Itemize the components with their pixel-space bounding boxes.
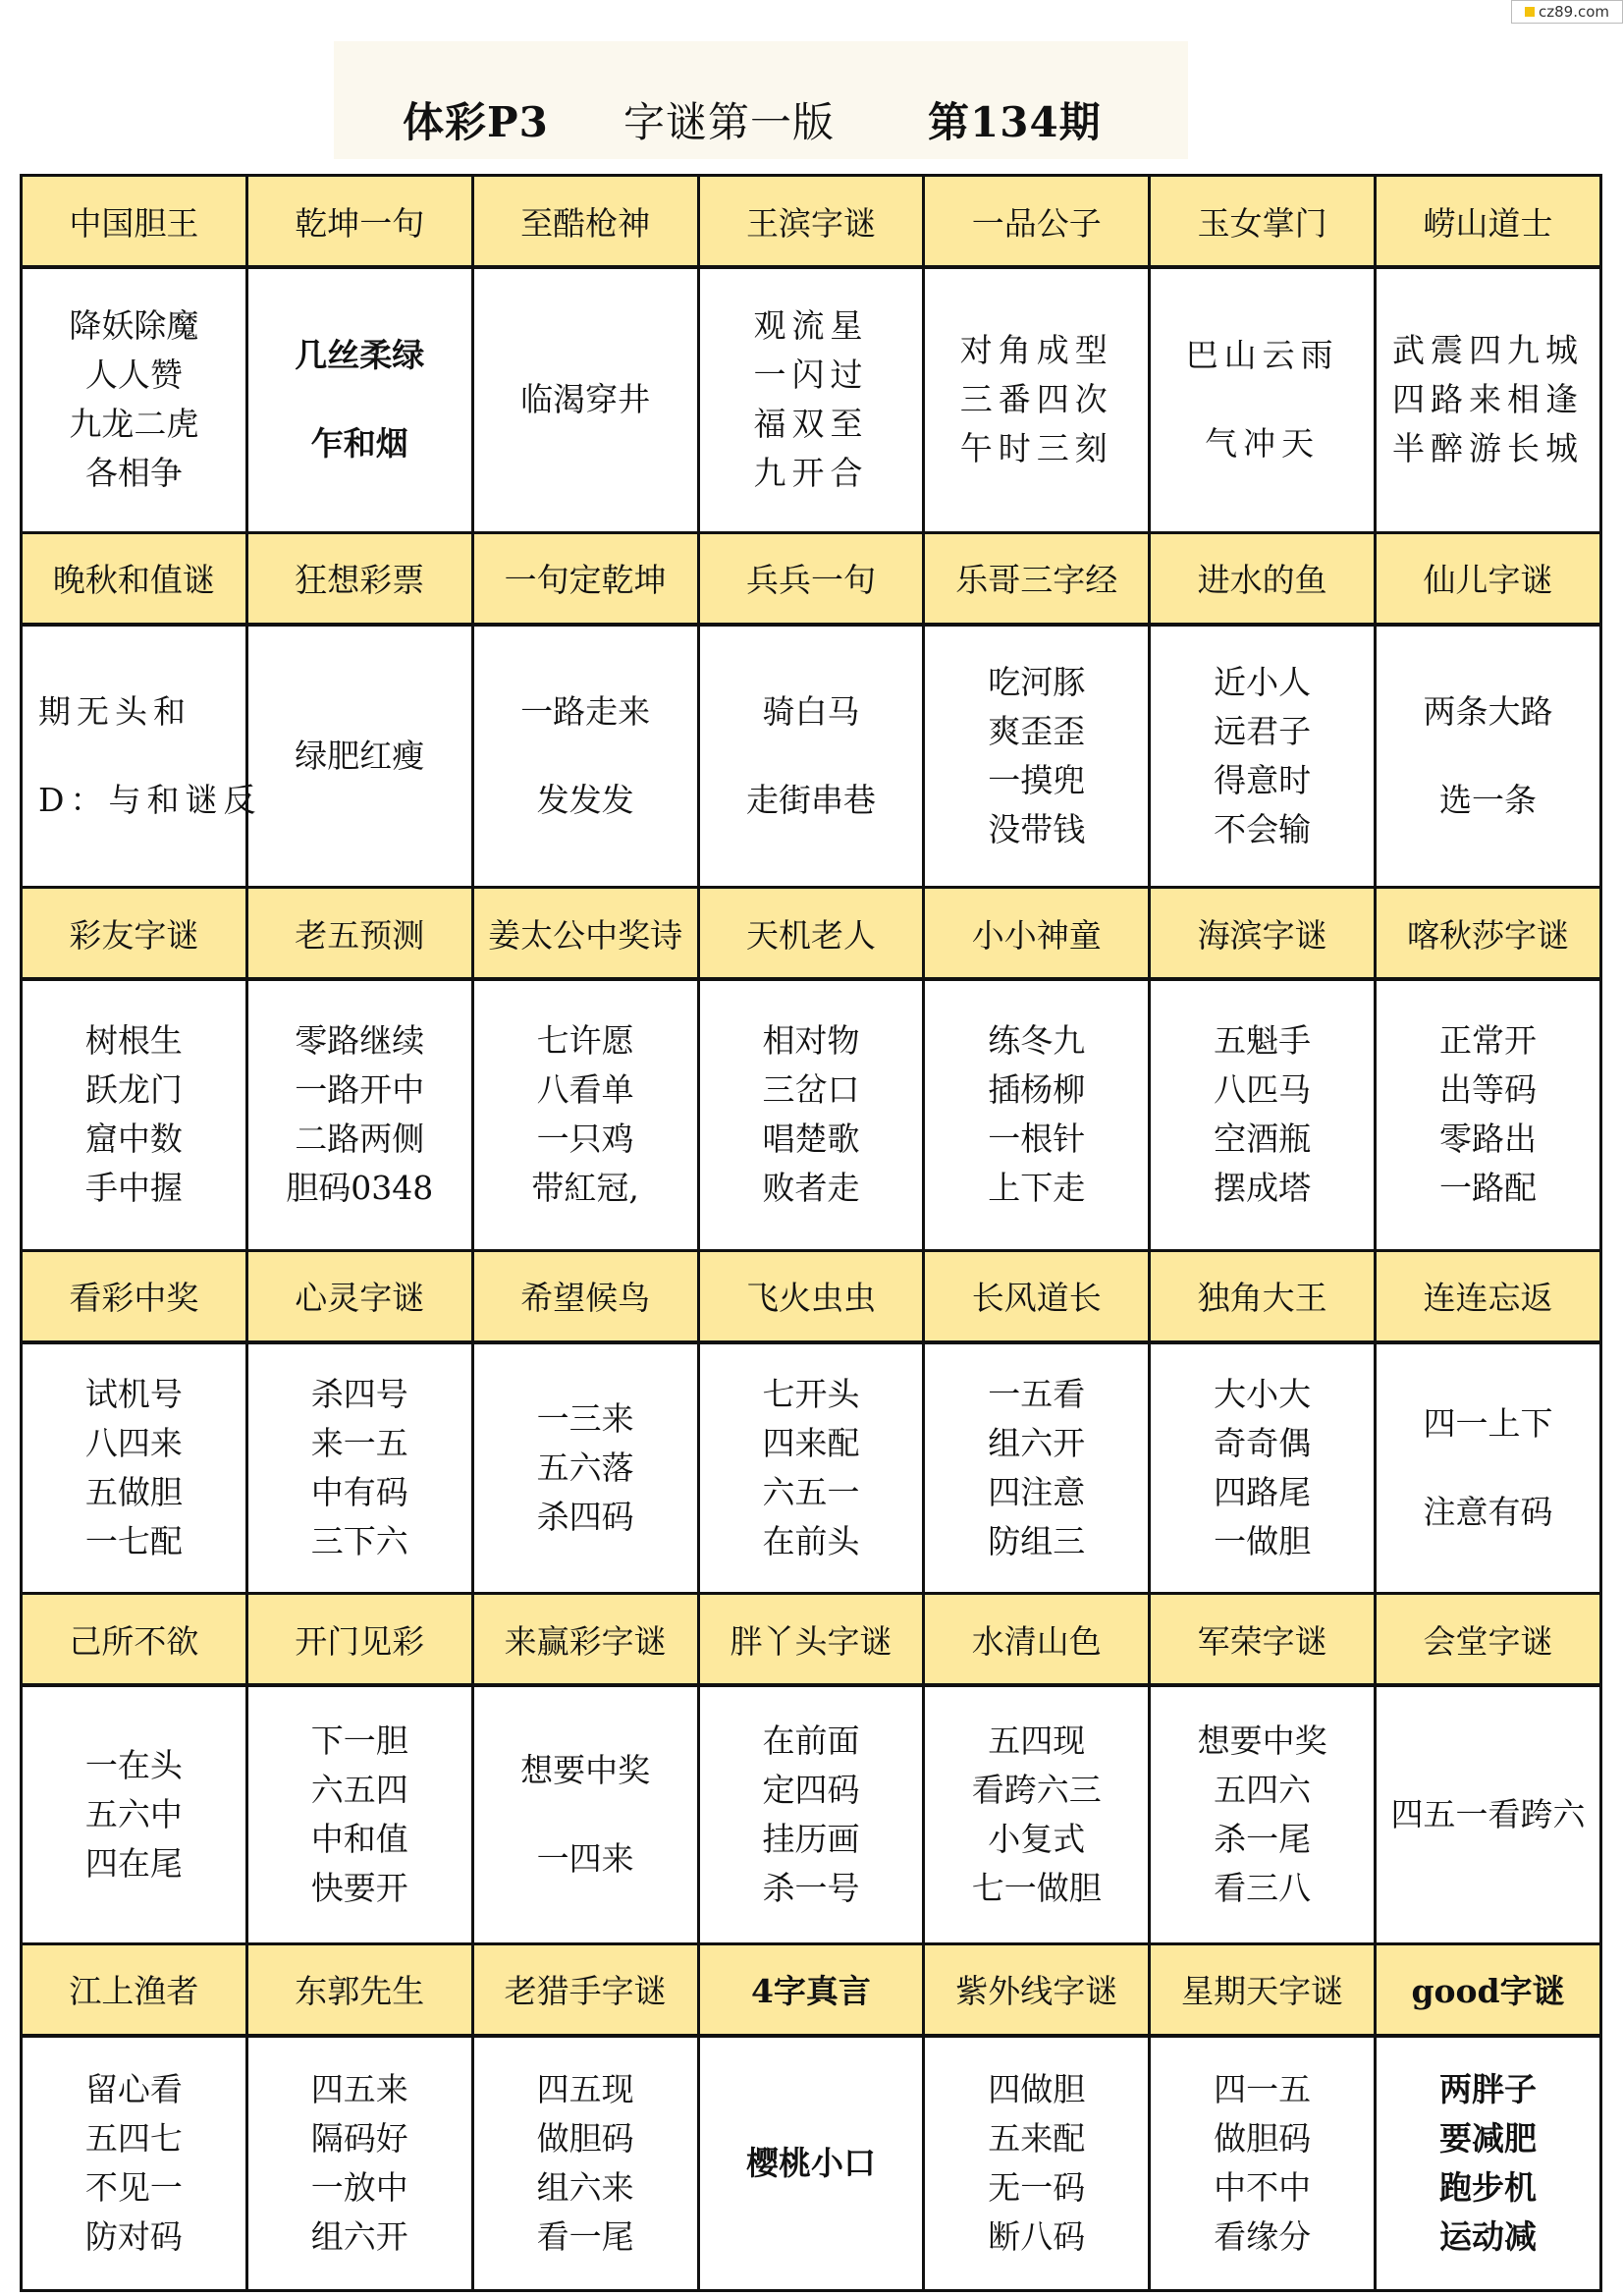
column-header-cell: 紫外线字谜 xyxy=(924,1943,1150,2036)
riddle-line: 观流星 xyxy=(753,306,869,346)
riddle-cell xyxy=(924,267,1150,532)
riddle-line: 相对物 xyxy=(762,1021,860,1061)
riddle-line: 七许愿 xyxy=(536,1021,634,1061)
riddle-line: 五四六 xyxy=(1214,1770,1312,1809)
column-header-cell: 心灵字谜 xyxy=(246,1250,472,1342)
riddle-cell xyxy=(22,625,262,888)
riddle-line: 四五一看跨六 xyxy=(1390,1794,1586,1833)
riddle-cell xyxy=(1376,625,1601,888)
column-header-cell: 仙儿字谜 xyxy=(1376,532,1601,625)
riddle-line: 九开合 xyxy=(753,454,869,493)
issue-title: 第134期 xyxy=(928,98,1102,146)
riddle-line: 临渴穿井 xyxy=(520,380,651,419)
riddle-cell xyxy=(1376,267,1601,532)
riddle-line: 防组三 xyxy=(988,1521,1086,1560)
column-header-cell: 军荣字谜 xyxy=(1150,1594,1376,1686)
riddle-cell xyxy=(1376,979,1601,1250)
riddle-line: 树根生 xyxy=(84,1021,183,1061)
riddle-line: 发发发 xyxy=(536,780,634,819)
riddle-cell xyxy=(472,2036,698,2291)
riddle-line: 五来配 xyxy=(988,2118,1086,2158)
riddle-row xyxy=(22,625,1601,888)
riddle-line: 两胖子 xyxy=(1439,2069,1538,2108)
riddle-line: 选一条 xyxy=(1439,780,1538,819)
column-header-cell: 晚秋和值谜 xyxy=(22,532,247,625)
riddle-line: 中和值 xyxy=(310,1819,408,1858)
riddle-line: 三番四次 xyxy=(959,380,1113,419)
riddle-line: 一路配 xyxy=(1439,1169,1538,1208)
riddle-line: 来一五 xyxy=(310,1423,408,1462)
riddle-cell xyxy=(924,1685,1150,1943)
riddle-cell xyxy=(698,625,924,888)
riddle-line: 人人赞 xyxy=(84,355,183,395)
riddle-line: 一七配 xyxy=(84,1521,183,1560)
riddle-line: 巴山云雨 xyxy=(1185,336,1339,375)
riddle-line: 吃河豚 xyxy=(988,662,1086,701)
column-header-cell: 中国胆王 xyxy=(22,176,247,268)
riddle-line: 零路出 xyxy=(1439,1120,1538,1159)
column-header-cell: 狂想彩票 xyxy=(246,532,472,625)
riddle-line: 在前面 xyxy=(762,1721,860,1760)
riddle-line: 看一尾 xyxy=(536,2216,634,2256)
riddle-cell xyxy=(698,979,924,1250)
riddle-line: 组六开 xyxy=(988,1423,1086,1462)
riddle-cell xyxy=(698,2036,924,2291)
column-header-cell: 小小神童 xyxy=(924,888,1150,980)
riddle-cell xyxy=(246,625,472,888)
riddle-line: 一五看 xyxy=(988,1374,1086,1413)
riddle-line: 带紅冠, xyxy=(531,1169,639,1208)
column-header-cell: 兵兵一句 xyxy=(698,532,924,625)
riddle-line: 九龙二虎 xyxy=(69,405,199,444)
riddle-line: 四来配 xyxy=(762,1423,860,1462)
riddle-line: 摆成塔 xyxy=(1214,1169,1312,1208)
riddle-line: 跑步机 xyxy=(1439,2167,1538,2207)
riddle-line: 杀一尾 xyxy=(1214,1819,1312,1858)
column-header-cell: 星期天字谜 xyxy=(1150,1943,1376,2036)
riddle-row xyxy=(22,2036,1601,2291)
column-header-cell: 希望候鸟 xyxy=(472,1250,698,1342)
riddle-cell xyxy=(22,979,247,1250)
riddle-line: 四路来相逢 xyxy=(1392,380,1585,419)
riddle-cell xyxy=(246,267,472,532)
riddle-line: 四一上下 xyxy=(1423,1403,1553,1443)
column-header-cell: 开门见彩 xyxy=(246,1594,472,1686)
riddle-line: 八四来 xyxy=(84,1423,183,1462)
riddle-line: 一在头 xyxy=(84,1745,183,1784)
column-header-cell: 来赢彩字谜 xyxy=(472,1594,698,1686)
riddle-cell xyxy=(22,2036,247,2291)
riddle-cell xyxy=(246,1342,472,1594)
riddle-line: 六五四 xyxy=(310,1770,408,1809)
riddle-line: 做胆码 xyxy=(1214,2118,1312,2158)
riddle-line: 一只鸡 xyxy=(536,1120,634,1159)
page-header xyxy=(39,41,1168,159)
riddle-cell xyxy=(1150,267,1376,532)
riddle-cell xyxy=(246,2036,472,2291)
column-header-cell: 连连忘返 xyxy=(1376,1250,1601,1342)
riddle-line: 四五现 xyxy=(536,2069,634,2108)
riddle-line: 五六中 xyxy=(84,1794,183,1833)
column-header-cell: 天机老人 xyxy=(698,888,924,980)
riddle-line: 跃龙门 xyxy=(84,1070,183,1110)
column-header-cell: 老五预测 xyxy=(246,888,472,980)
riddle-line: 无一码 xyxy=(988,2167,1086,2207)
riddle-line: 近小人 xyxy=(1214,662,1312,701)
riddle-line: 定四码 xyxy=(762,1770,860,1809)
site-watermark xyxy=(1511,0,1623,24)
column-header-cell: 王滨字谜 xyxy=(698,176,924,268)
riddle-cell xyxy=(924,1342,1150,1594)
riddle-line: 一三来 xyxy=(536,1398,634,1438)
column-header-cell: 老猎手字谜 xyxy=(472,1943,698,2036)
riddle-cell xyxy=(472,979,698,1250)
riddle-line: 两条大路 xyxy=(1423,691,1553,731)
riddle-line: 四路尾 xyxy=(1214,1472,1312,1511)
riddle-line: 注意有码 xyxy=(1423,1492,1553,1531)
riddle-line: 各相争 xyxy=(84,454,183,493)
column-header-cell: 长风道长 xyxy=(924,1250,1150,1342)
column-header-cell: 看彩中奖 xyxy=(22,1250,247,1342)
riddle-line: 爽歪歪 xyxy=(988,711,1086,750)
header-row xyxy=(22,1594,1601,1686)
riddle-cell xyxy=(1376,1342,1601,1594)
riddle-table xyxy=(20,174,1602,2292)
riddle-line: 骑白马 xyxy=(762,691,860,731)
riddle-line: 大小大 xyxy=(1214,1374,1312,1413)
riddle-cell xyxy=(924,2036,1150,2291)
riddle-line: 在前头 xyxy=(762,1521,860,1560)
riddle-line: 看缘分 xyxy=(1214,2216,1312,2256)
riddle-cell xyxy=(1376,2036,1601,2291)
riddle-line: 四五来 xyxy=(310,2069,408,2108)
riddle-line: 胆码0348 xyxy=(286,1169,434,1208)
riddle-line: 得意时 xyxy=(1214,760,1312,799)
riddle-line: 断八码 xyxy=(988,2216,1086,2256)
riddle-line: 看跨六三 xyxy=(971,1770,1102,1809)
riddle-line: 不见一 xyxy=(84,2167,183,2207)
riddle-line: 一做胆 xyxy=(1214,1521,1312,1560)
riddle-line: 快要开 xyxy=(310,1868,408,1907)
riddle-line: 杀四码 xyxy=(536,1497,634,1536)
riddle-cell xyxy=(22,1685,247,1943)
riddle-line: 练冬九 xyxy=(988,1021,1086,1061)
riddle-line: 防对码 xyxy=(84,2216,183,2256)
riddle-cell xyxy=(472,1342,698,1594)
riddle-line: 福双至 xyxy=(753,405,869,444)
riddle-cell xyxy=(1150,2036,1376,2291)
riddle-cell xyxy=(246,1685,472,1943)
riddle-line: 隔码好 xyxy=(310,2118,408,2158)
riddle-cell xyxy=(472,625,698,888)
riddle-line: 零路继续 xyxy=(295,1021,425,1061)
riddle-cell xyxy=(472,1685,698,1943)
column-header-cell: 至酷枪神 xyxy=(472,176,698,268)
column-header-cell: 一品公子 xyxy=(924,176,1150,268)
riddle-line: 奇奇偶 xyxy=(1214,1423,1312,1462)
riddle-line: 败者走 xyxy=(762,1169,860,1208)
riddle-line: 空酒瓶 xyxy=(1214,1120,1312,1159)
riddle-line: 要减肥 xyxy=(1439,2118,1538,2158)
header-blank-area xyxy=(39,41,334,159)
edition-title: 字谜第一版 xyxy=(623,98,836,146)
riddle-line: 杀一号 xyxy=(762,1868,860,1907)
riddle-line: 不会输 xyxy=(1214,809,1312,848)
riddle-cell xyxy=(22,1342,247,1594)
riddle-line: 一放中 xyxy=(310,2167,408,2207)
column-header-cell: 独角大王 xyxy=(1150,1250,1376,1342)
logo-square-icon xyxy=(1525,7,1535,17)
riddle-cell xyxy=(698,1685,924,1943)
riddle-cell xyxy=(246,979,472,1250)
riddle-line: 五魁手 xyxy=(1214,1021,1312,1061)
riddle-line: 三岔口 xyxy=(762,1070,860,1110)
column-header-cell: 己所不欲 xyxy=(22,1594,247,1686)
column-header-cell: 乐哥三字经 xyxy=(924,532,1150,625)
riddle-line: 做胆码 xyxy=(536,2118,634,2158)
riddle-line: 七一做胆 xyxy=(971,1868,1102,1907)
column-header-cell: 海滨字谜 xyxy=(1150,888,1376,980)
header-row xyxy=(22,1250,1601,1342)
riddle-cell xyxy=(698,267,924,532)
column-header-cell: 东郭先生 xyxy=(246,1943,472,2036)
column-header-cell: 胖丫头字谜 xyxy=(698,1594,924,1686)
column-header-cell: 会堂字谜 xyxy=(1376,1594,1601,1686)
riddle-line: 七开头 xyxy=(762,1374,860,1413)
riddle-row xyxy=(22,1685,1601,1943)
riddle-cell xyxy=(22,267,247,532)
column-header-cell: 水清山色 xyxy=(924,1594,1150,1686)
riddle-line: 看三八 xyxy=(1214,1868,1312,1907)
riddle-cell xyxy=(472,267,698,532)
header-row xyxy=(22,532,1601,625)
riddle-line: 运动减 xyxy=(1439,2216,1538,2256)
riddle-line: D：与和谜反 xyxy=(38,780,262,819)
riddle-line: 四做胆 xyxy=(988,2069,1086,2108)
riddle-line: 中有码 xyxy=(310,1472,408,1511)
riddle-line: 小复式 xyxy=(988,1819,1086,1858)
riddle-line: 气冲天 xyxy=(1205,424,1321,464)
riddle-line: 八匹马 xyxy=(1214,1070,1312,1110)
column-header-cell: 彩友字谜 xyxy=(22,888,247,980)
riddle-line: 手中握 xyxy=(84,1169,183,1208)
riddle-line: 杀四号 xyxy=(310,1374,408,1413)
riddle-line: 午时三刻 xyxy=(959,429,1113,468)
riddle-line: 降妖除魔 xyxy=(69,306,199,346)
riddle-cell xyxy=(698,1342,924,1594)
riddle-line: 唱楚歌 xyxy=(762,1120,860,1159)
riddle-line: 二路两侧 xyxy=(295,1120,425,1159)
column-header-cell: good字谜 xyxy=(1376,1943,1601,2036)
riddle-line: 组六来 xyxy=(536,2167,634,2207)
riddle-line: 一摸兜 xyxy=(988,760,1086,799)
riddle-line: 没带钱 xyxy=(988,809,1086,848)
column-header-cell: 玉女掌门 xyxy=(1150,176,1376,268)
riddle-line: 六五一 xyxy=(762,1472,860,1511)
riddle-line: 四在尾 xyxy=(84,1843,183,1883)
riddle-line: 樱桃小口 xyxy=(745,2143,876,2182)
riddle-line: 一路开中 xyxy=(295,1070,425,1110)
riddle-line: 组六开 xyxy=(310,2216,408,2256)
column-header-cell: 一句定乾坤 xyxy=(472,532,698,625)
riddle-cell xyxy=(1150,979,1376,1250)
riddle-line: 五四现 xyxy=(988,1721,1086,1760)
riddle-line: 窟中数 xyxy=(84,1120,183,1159)
riddle-line: 试机号 xyxy=(84,1374,183,1413)
riddle-cell xyxy=(1150,625,1376,888)
header-row xyxy=(22,176,1601,268)
riddle-row xyxy=(22,979,1601,1250)
riddle-line: 挂历画 xyxy=(762,1819,860,1858)
column-header-cell: 进水的鱼 xyxy=(1150,532,1376,625)
column-header-cell: 喀秋莎字谜 xyxy=(1376,888,1601,980)
riddle-line: 武震四九城 xyxy=(1392,331,1585,370)
riddle-cell xyxy=(1150,1685,1376,1943)
riddle-row xyxy=(22,1342,1601,1594)
riddle-cell xyxy=(924,625,1150,888)
riddle-cell xyxy=(1150,1342,1376,1594)
riddle-line: 想要中奖 xyxy=(520,1750,651,1789)
riddle-line: 下一胆 xyxy=(310,1721,408,1760)
riddle-line: 期无头和 xyxy=(38,691,191,731)
riddle-line: 乍和烟 xyxy=(310,424,408,464)
riddle-line: 出等码 xyxy=(1439,1070,1538,1110)
column-header-cell: 飞火虫虫 xyxy=(698,1250,924,1342)
column-header-cell: 姜太公中奖诗 xyxy=(472,888,698,980)
column-header-cell: 乾坤一句 xyxy=(246,176,472,268)
riddle-line: 中不中 xyxy=(1214,2167,1312,2207)
riddle-line: 五四七 xyxy=(84,2118,183,2158)
riddle-line: 插杨柳 xyxy=(988,1070,1086,1110)
riddle-line: 三下六 xyxy=(310,1521,408,1560)
riddle-row xyxy=(22,267,1601,532)
riddle-line: 正常开 xyxy=(1439,1021,1538,1061)
brand-title: 体彩P3 xyxy=(403,98,549,146)
header-row xyxy=(22,888,1601,980)
riddle-line: 一闪过 xyxy=(753,355,869,395)
watermark-text: cz89.com xyxy=(1538,3,1609,21)
riddle-line: 五做胆 xyxy=(84,1472,183,1511)
column-header-cell: 江上渔者 xyxy=(22,1943,247,2036)
riddle-cell xyxy=(1376,1685,1601,1943)
riddle-line: 五六落 xyxy=(536,1448,634,1487)
riddle-line: 四注意 xyxy=(988,1472,1086,1511)
riddle-line: 一根针 xyxy=(988,1120,1086,1159)
riddle-line: 绿肥红瘦 xyxy=(295,736,425,775)
riddle-line: 想要中奖 xyxy=(1197,1721,1327,1760)
riddle-line: 一路走来 xyxy=(520,691,651,731)
column-header-cell: 4字真言 xyxy=(698,1943,924,2036)
column-header-cell: 崂山道士 xyxy=(1376,176,1601,268)
riddle-line: 上下走 xyxy=(988,1169,1086,1208)
riddle-line: 一四来 xyxy=(536,1838,634,1878)
riddle-line: 对角成型 xyxy=(959,331,1113,370)
riddle-cell xyxy=(924,979,1150,1250)
riddle-line: 走街串巷 xyxy=(745,780,876,819)
header-row xyxy=(22,1943,1601,2036)
riddle-line: 留心看 xyxy=(84,2069,183,2108)
riddle-line: 四一五 xyxy=(1214,2069,1312,2108)
riddle-line: 远君子 xyxy=(1214,711,1312,750)
riddle-line: 八看单 xyxy=(536,1070,634,1110)
riddle-line: 几丝柔绿 xyxy=(295,336,425,375)
riddle-line: 半醉游长城 xyxy=(1392,429,1585,468)
